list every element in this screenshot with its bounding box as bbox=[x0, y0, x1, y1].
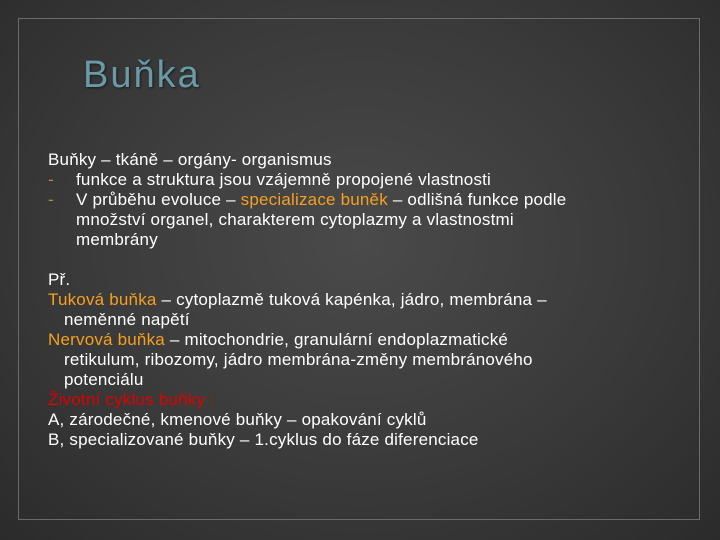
bullet-item bbox=[48, 190, 688, 210]
bullet-text-post: – odlišná funkce podle bbox=[387, 190, 567, 209]
fat-cell-desc: – cytoplazmě tuková kapénka, jádro, membrána – bbox=[156, 290, 547, 309]
bullet-marker: - bbox=[48, 190, 54, 209]
bullet-continuation: množství organel, charakterem cytoplazmy a vlastnostmi bbox=[76, 210, 514, 229]
term-fat-cell: Tuková buňka bbox=[48, 290, 157, 309]
bullet-text-pre: V průběhu evoluce – bbox=[76, 190, 241, 209]
slide-content bbox=[48, 150, 688, 450]
bullet-item bbox=[48, 170, 688, 190]
spacer bbox=[48, 250, 688, 270]
example-label: Př. bbox=[48, 270, 71, 289]
bullet-text: funkce a struktura jsou vzájemně propojené vlastnosti bbox=[76, 170, 492, 189]
slide-title: Buňka bbox=[83, 54, 201, 96]
nerve-cell-desc: – mitochondrie, granulární endoplazmatické bbox=[164, 330, 509, 349]
highlight-specialization: specializace buněk bbox=[240, 190, 388, 209]
life-cycle-item: A, zárodečné, kmenové buňky – opakování cyklů bbox=[48, 410, 427, 429]
life-cycle-item: B, specializované buňky – 1.cyklus do fáze diferenciace bbox=[48, 430, 479, 449]
bullet-continuation: membrány bbox=[76, 230, 158, 249]
bullet-marker: - bbox=[48, 170, 54, 189]
term-nerve-cell: Nervová buňka bbox=[48, 330, 165, 349]
fat-cell-continuation: neměnné napětí bbox=[64, 310, 190, 329]
nerve-cell-continuation: retikulum, ribozomy, jádro membrána-změny membránového bbox=[64, 350, 533, 369]
bullet-text bbox=[76, 190, 688, 210]
intro-line: Buňky – tkáně – orgány- organismus bbox=[48, 150, 332, 169]
example-fat-cell bbox=[48, 290, 688, 310]
example-nerve-cell bbox=[48, 330, 688, 350]
nerve-cell-continuation: potenciálu bbox=[64, 370, 144, 389]
life-cycle-heading: Životní cyklus buňky : bbox=[48, 390, 215, 409]
